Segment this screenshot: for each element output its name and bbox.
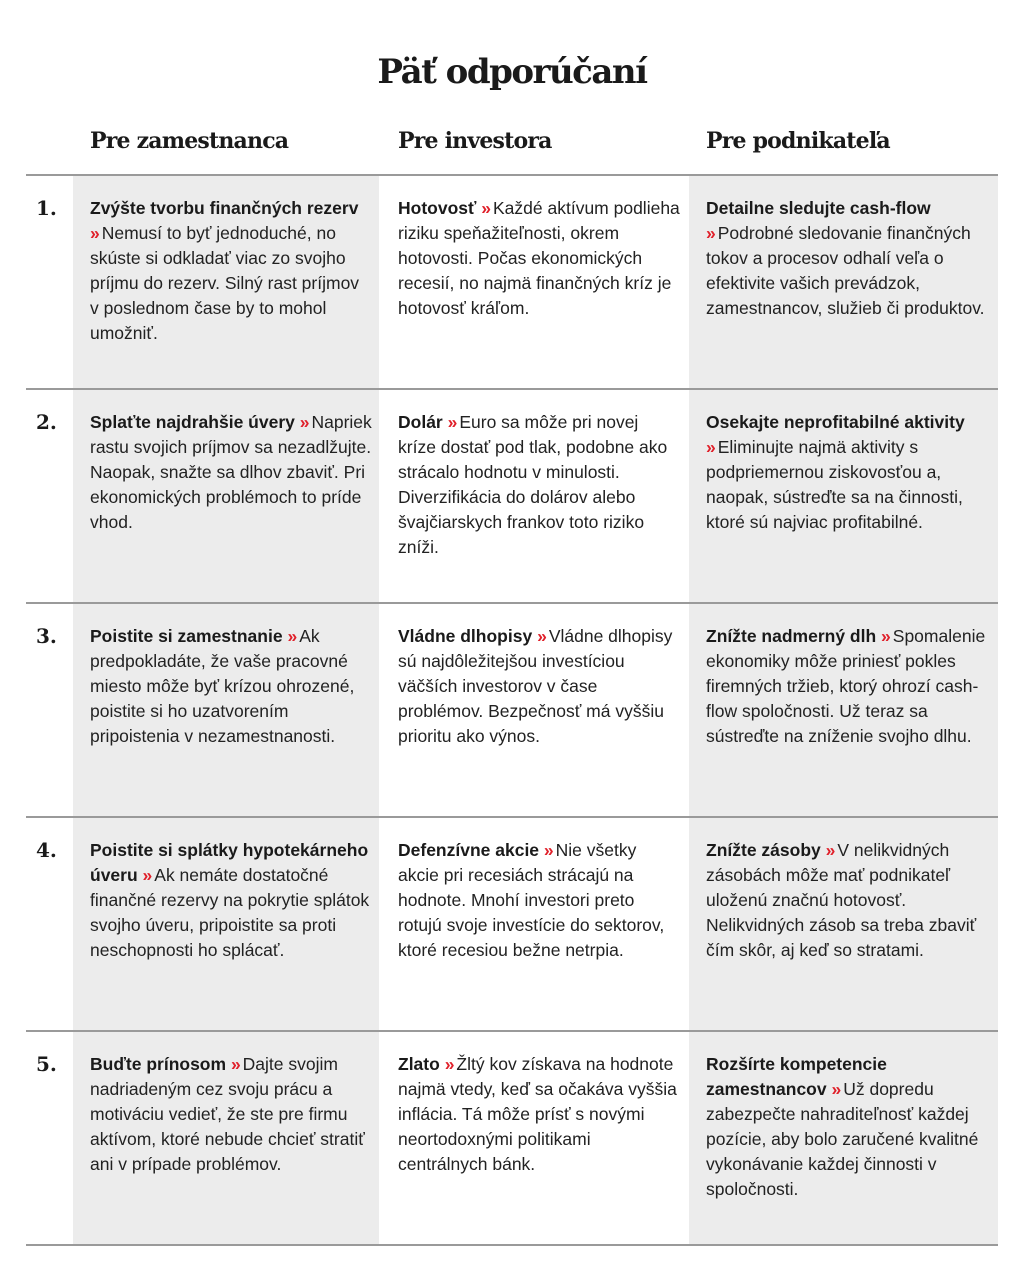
cell-text: Eliminujte najmä aktivity s podpriemernou ziskovosťou a, naopak, sústreďte sa na činnosti, ktoré sú najviac profitabilné. — [706, 437, 963, 532]
table-cell — [706, 1052, 988, 1202]
table-cell — [398, 1052, 680, 1177]
table-cell — [90, 838, 372, 963]
table-row — [26, 1030, 998, 1246]
cell-text: Podrobné sledovanie finančných tokov a procesov odhalí veľa o efektivite vašich prevádzok, zamestnancov, služieb či produktov. — [706, 223, 985, 318]
table-cell — [398, 838, 680, 963]
cell-heading: Zlato — [398, 1054, 440, 1074]
cell-heading: Poistite si zamestnanie — [90, 626, 283, 646]
cell-text: Dajte svojim nadriadeným cez svoju prácu a motiváciu vedieť, že ste pre firmu aktívom, ktoré nebude chcieť stratiť ani v prípade problémov. — [90, 1054, 365, 1174]
column-header-employee: Pre zamestnanca — [90, 128, 289, 154]
cell-heading: Vládne dlhopisy — [398, 626, 533, 646]
cell-text: Vládne dlhopisy sú najdôležitejšou investíciou väčších investorov v čase problémov. Bezpečnosť má vyššiu prioritu ako výnos. — [398, 626, 673, 746]
table-cell — [706, 410, 988, 535]
double-chevron-icon: » — [444, 1054, 451, 1074]
cell-heading: Rozšírte kompetencie zamestnancov — [706, 1054, 887, 1099]
cell-text: Každé aktívum podlieha riziku speňažiteľnosti, okrem hotovosti. Počas ekonomických recesií, no najmä finančných kríz je hotovosť kráľom. — [398, 198, 680, 318]
double-chevron-icon: » — [299, 412, 306, 432]
table-row — [26, 816, 998, 1030]
table-row — [26, 388, 998, 602]
row-number: 5. — [36, 1052, 57, 1076]
cell-heading: Znížte zásoby — [706, 840, 821, 860]
row-number: 3. — [36, 624, 57, 648]
table-cell — [90, 410, 372, 535]
double-chevron-icon: » — [142, 865, 149, 885]
cell-text: Nemusí to byť jednoduché, no skúste si odkladať viac zo svojho príjmu do rezerv. Silný rast príjmov v poslednom čase by to mohol umožniť. — [90, 223, 360, 343]
double-chevron-icon: » — [831, 1079, 838, 1099]
double-chevron-icon: » — [706, 223, 712, 243]
column-header-investor: Pre investora — [398, 128, 552, 154]
table-row — [26, 602, 998, 816]
table-cell — [90, 624, 372, 749]
cell-heading: Dolár — [398, 412, 443, 432]
double-chevron-icon: » — [543, 840, 550, 860]
cell-text: Spomalenie ekonomiky môže priniesť pokles firemných tržieb, ktorý ohrozí cash-flow spoločnosti. Už teraz sa sústreďte na zníženie svojho dlhu. — [706, 626, 986, 746]
table-cell — [398, 624, 680, 749]
double-chevron-icon: » — [537, 626, 543, 646]
cell-heading: Osekajte neprofitabilné aktivity — [706, 412, 965, 432]
double-chevron-icon: » — [447, 412, 454, 432]
double-chevron-icon: » — [706, 437, 712, 457]
table-cell — [90, 1052, 372, 1177]
cell-text: Ak nemáte dostatočné finančné rezervy na pokrytie splátok svojho úveru, pripoistite sa proti neschopnosti ho splácať. — [90, 865, 370, 960]
double-chevron-icon: » — [881, 626, 887, 646]
cell-heading: Splaťte najdrahšie úvery — [90, 412, 295, 432]
double-chevron-icon: » — [287, 626, 294, 646]
table-cell — [706, 624, 988, 749]
cell-heading: Detailne sledujte cash-flow — [706, 198, 931, 218]
page-title: Päť odporúčaní — [377, 52, 647, 92]
cell-heading: Zvýšte tvorbu finančných rezerv — [90, 198, 359, 218]
table-row — [26, 174, 998, 388]
column-header-entrepreneur: Pre podnikateľa — [706, 128, 890, 154]
table-cell — [90, 196, 372, 346]
double-chevron-icon: » — [230, 1054, 237, 1074]
cell-text: Nie všetky akcie pri recesiách strácajú na hodnote. Mnohí investori preto rotujú svoje investície do sektorov, ktoré recesiou bežne netrpia. — [398, 840, 665, 960]
cell-heading: Defenzívne akcie — [398, 840, 540, 860]
row-number: 4. — [36, 838, 57, 862]
cell-text: Euro sa môže pri novej kríze dostať pod tlak, podobne ako strácalo hodnotu v minulosti. Diverzifikácia do dolárov alebo švajčiarskych frankov toto riziko zníži. — [398, 412, 668, 557]
table-cell — [398, 410, 680, 560]
cell-heading: Poistite si splátky hypotekárneho úveru — [90, 840, 369, 885]
cell-text: Už dopredu zabezpečte nahraditeľnosť každej pozície, aby bolo zaručené kvalitné vykonávanie každej činnosti v spoločnosti. — [706, 1079, 979, 1199]
double-chevron-icon: » — [825, 840, 832, 860]
cell-text: Ak predpokladáte, že vaše pracovné miesto môže byť krízou ohrozené, poistite si ho uzatvorením pripoistenia v nezamestnanosti. — [90, 626, 355, 746]
cell-heading: Hotovosť — [398, 198, 477, 218]
cell-text: V nelikvidných zásobách môže mať podnikateľ uloženú značnú hotovosť. Nelikvidných zásob sa treba zbaviť čím skôr, aj keď so stratami. — [706, 840, 977, 960]
row-number: 2. — [36, 410, 57, 434]
cell-text: Žltý kov získava na hodnote najmä vtedy, keď sa očakáva vyššia inflácia. Tá môže prísť s novými neortodoxnými politikami centrálnych bánk. — [398, 1054, 677, 1174]
cell-heading: Buďte prínosom — [90, 1054, 227, 1074]
double-chevron-icon: » — [90, 223, 96, 243]
table-cell — [398, 196, 680, 321]
double-chevron-icon: » — [481, 198, 487, 218]
table-cell — [706, 838, 988, 963]
cell-text: Napriek rastu svojich príjmov sa nezadlžujte. Naopak, snažte sa dlhov zbaviť. Pri ekonomických problémoch to príde vhod. — [90, 412, 372, 532]
recommendations-table — [26, 174, 998, 1246]
cell-heading: Znížte nadmerný dlh — [706, 626, 877, 646]
row-number: 1. — [36, 196, 57, 220]
table-cell — [706, 196, 988, 321]
